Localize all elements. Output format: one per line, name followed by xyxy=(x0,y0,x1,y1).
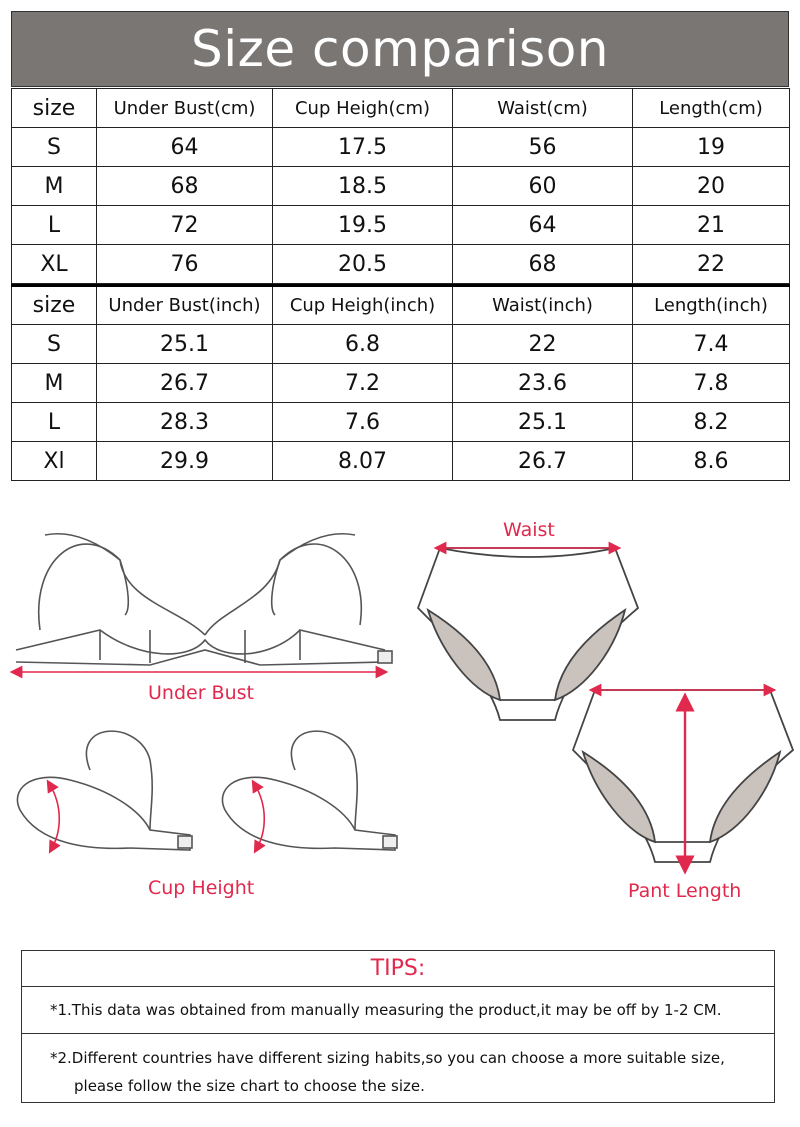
pant-length-caption: Pant Length xyxy=(628,880,742,902)
table-cell: M xyxy=(12,167,97,206)
table-cell: 18.5 xyxy=(273,167,453,206)
header-cell: Waist(cm) xyxy=(453,89,633,128)
under-bust-caption: Under Bust xyxy=(148,682,254,704)
table-cell: 64 xyxy=(97,128,273,167)
table-cell: 26.7 xyxy=(453,442,633,481)
table-cell: M xyxy=(12,364,97,403)
table-cell: 26.7 xyxy=(97,364,273,403)
table-cell: 64 xyxy=(453,206,633,245)
header-cell: Cup Heigh(cm) xyxy=(273,89,453,128)
table-cell: 21 xyxy=(633,206,790,245)
tip-2-line-2: please follow the size chart to choose the size. xyxy=(74,1077,425,1095)
table-cell: XL xyxy=(12,245,97,284)
table-cell: 72 xyxy=(97,206,273,245)
table-cell: 60 xyxy=(453,167,633,206)
table-cell: 19 xyxy=(633,128,790,167)
table-cell: S xyxy=(12,325,97,364)
cup-height-caption: Cup Height xyxy=(148,877,255,899)
table-cell: 7.4 xyxy=(633,325,790,364)
tip-2 xyxy=(22,1034,774,1100)
header-cell: Under Bust(inch) xyxy=(97,286,273,325)
table-cell: 56 xyxy=(453,128,633,167)
table-cell: 28.3 xyxy=(97,403,273,442)
tip-1: *1.This data was obtained from manually measuring the product,it may be off by 1-2 CM. xyxy=(22,987,774,1034)
header-cell: Under Bust(cm) xyxy=(97,89,273,128)
bra-side-illustration-right xyxy=(222,731,397,850)
bra-side-illustration-left xyxy=(17,731,192,850)
table-cell: 17.5 xyxy=(273,128,453,167)
header-cell: Length(inch) xyxy=(633,286,790,325)
header-cell: size xyxy=(12,286,97,325)
table-cell: 19.5 xyxy=(273,206,453,245)
table-cell: 25.1 xyxy=(97,325,273,364)
table-cell: S xyxy=(12,128,97,167)
table-cell: 8.2 xyxy=(633,403,790,442)
header-cell: size xyxy=(12,89,97,128)
table-cell: 22 xyxy=(633,245,790,284)
table-cell: 7.6 xyxy=(273,403,453,442)
waist-caption: Waist xyxy=(503,519,555,541)
table-cell: 25.1 xyxy=(453,403,633,442)
table-cell: 29.9 xyxy=(97,442,273,481)
table-cell: 68 xyxy=(97,167,273,206)
table-cell: 20 xyxy=(633,167,790,206)
header-cell: Length(cm) xyxy=(633,89,790,128)
table-cell: 7.8 xyxy=(633,364,790,403)
tips-box xyxy=(21,950,775,1103)
table-cell: 68 xyxy=(453,245,633,284)
table-cell: 22 xyxy=(453,325,633,364)
table-cell: 7.2 xyxy=(273,364,453,403)
page-title: Size comparison xyxy=(191,20,609,78)
table-cell: 23.6 xyxy=(453,364,633,403)
table-cell: L xyxy=(12,403,97,442)
header-cell: Waist(inch) xyxy=(453,286,633,325)
tip-2-line-1: *2.Different countries have different sizing habits,so you can choose a more suitable size, xyxy=(50,1049,725,1067)
table-cell: 8.6 xyxy=(633,442,790,481)
table-cell: Xl xyxy=(12,442,97,481)
table-cell: 76 xyxy=(97,245,273,284)
panty-illustration-bottom xyxy=(573,690,793,862)
table-cell: 8.07 xyxy=(273,442,453,481)
table-cell: 20.5 xyxy=(273,245,453,284)
tips-title: TIPS: xyxy=(22,951,774,987)
table-cell: L xyxy=(12,206,97,245)
bra-front-illustration xyxy=(16,534,392,665)
table-cell: 6.8 xyxy=(273,325,453,364)
header-cell: Cup Heigh(inch) xyxy=(273,286,453,325)
